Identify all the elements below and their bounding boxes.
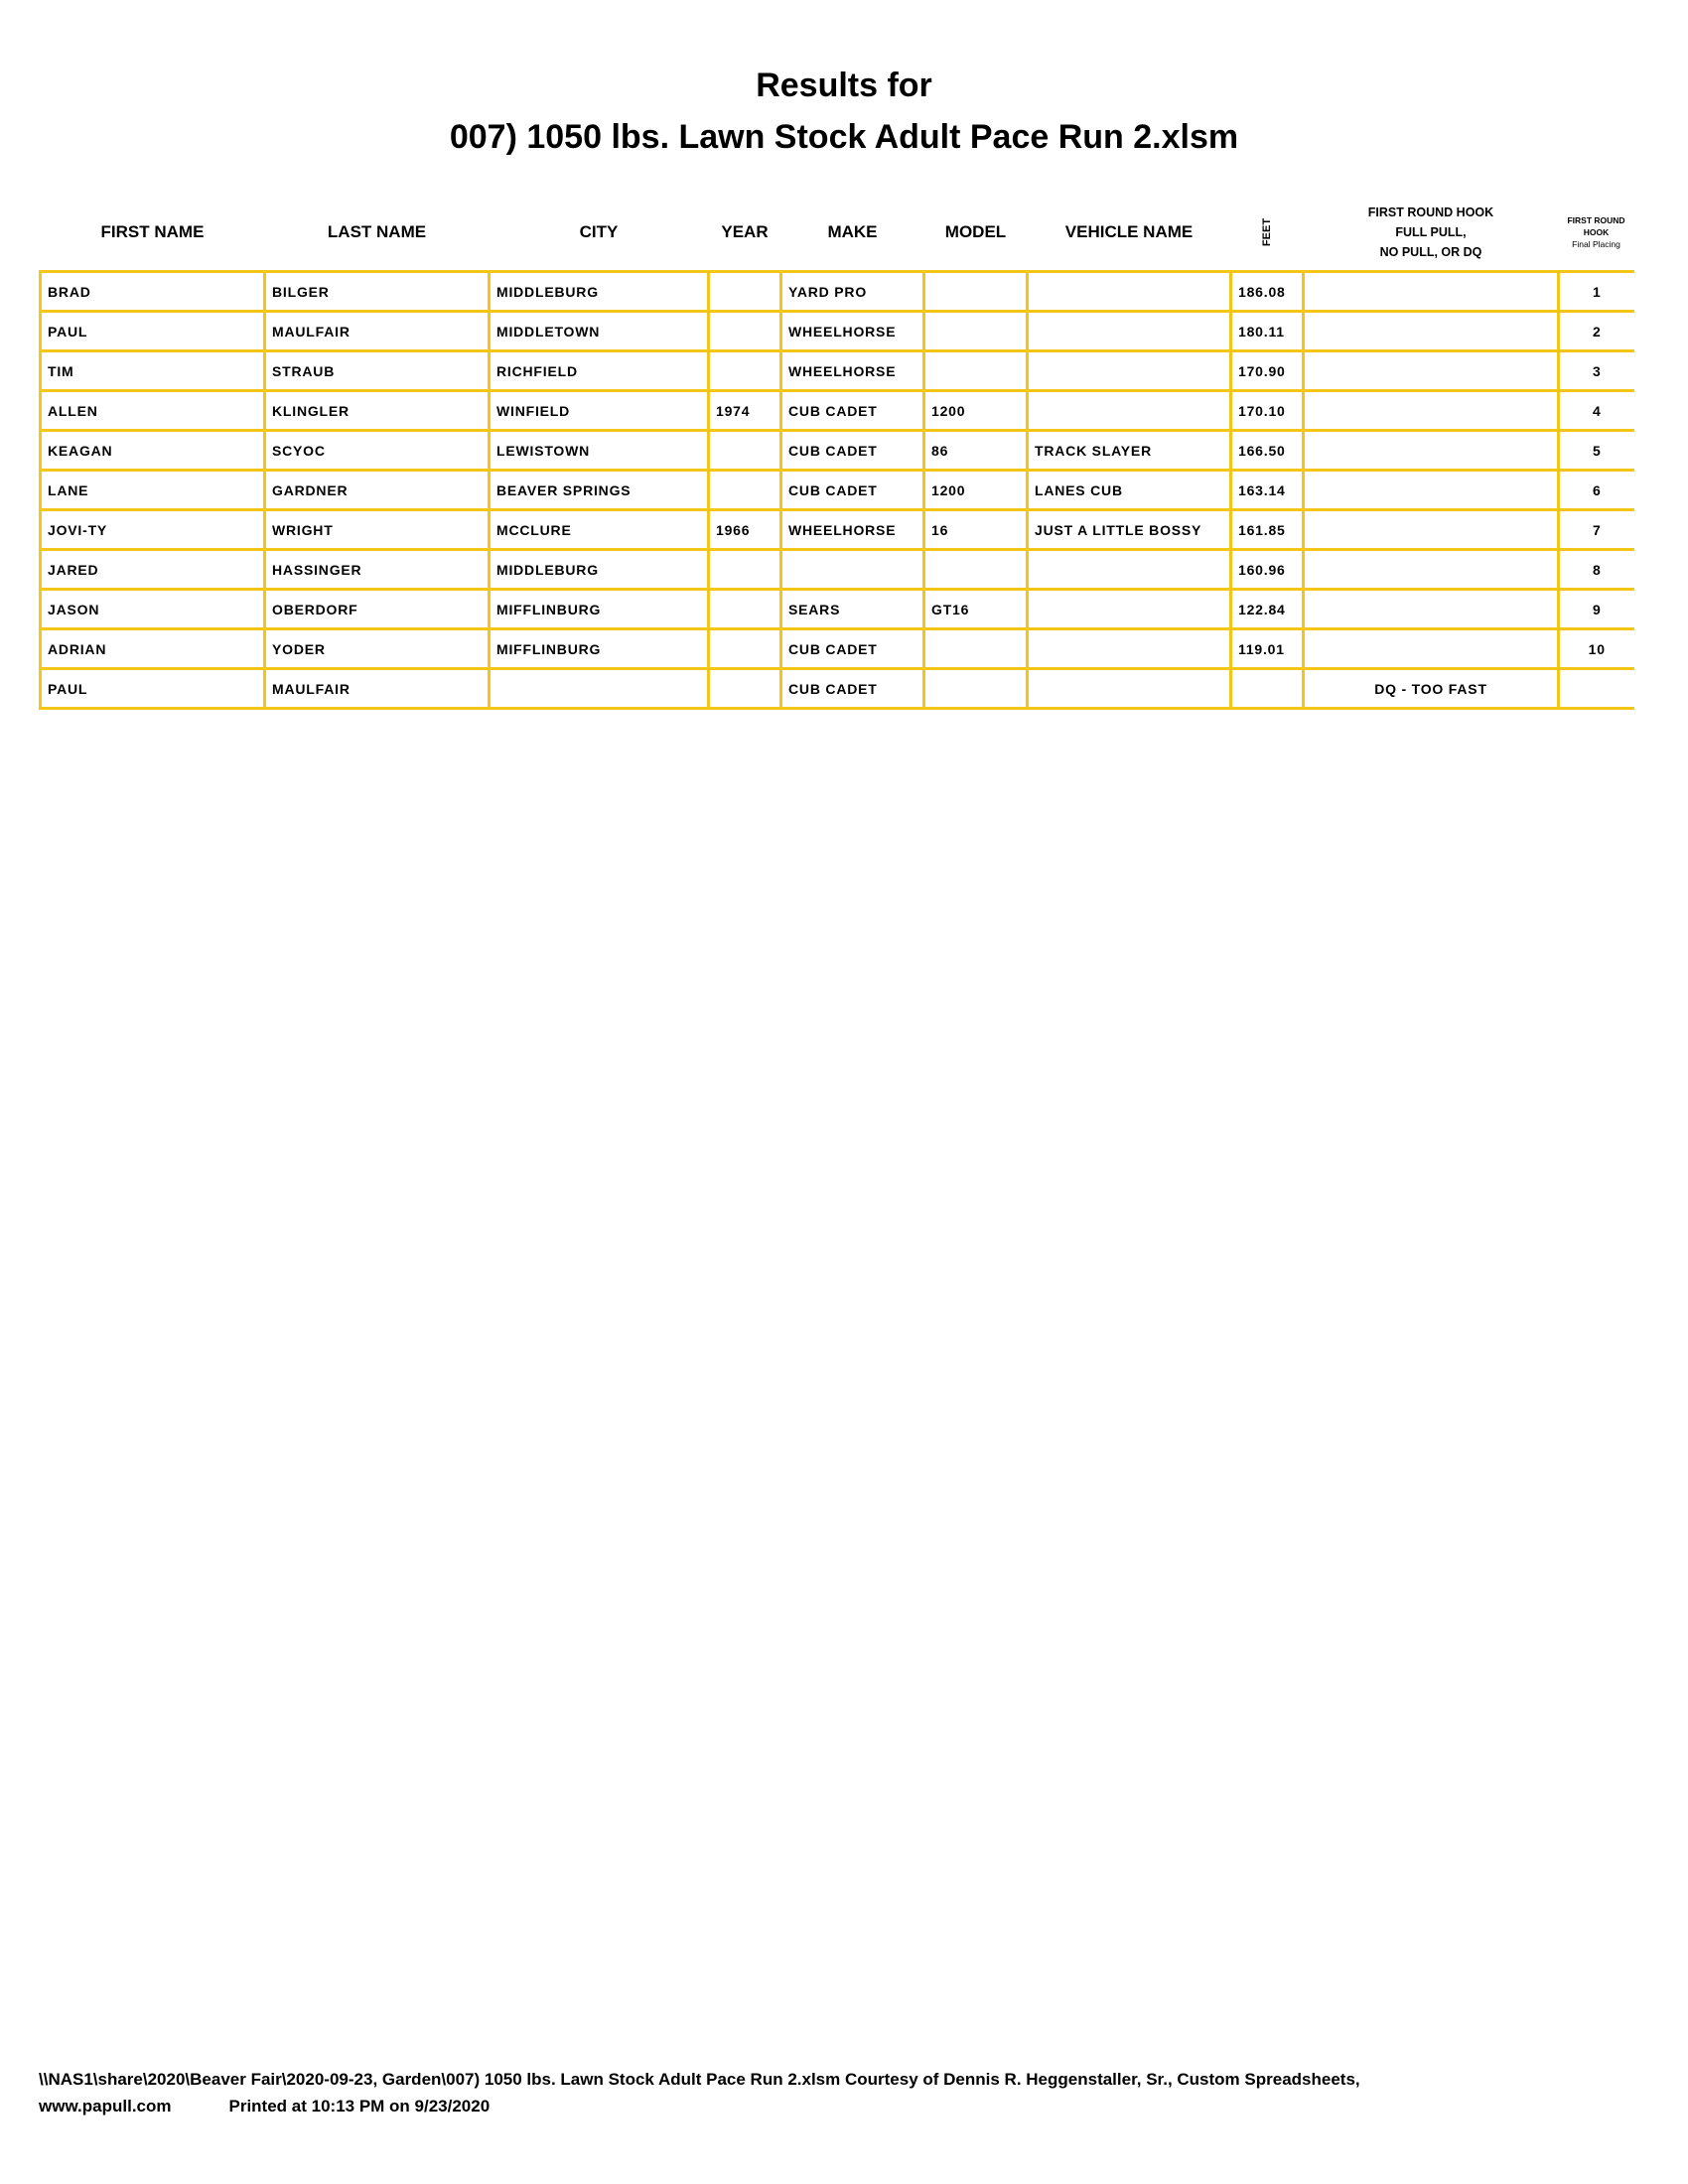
- cell-first-name: PAUL: [41, 669, 265, 709]
- cell-model: [924, 272, 1028, 312]
- cell-vehicle-name: [1028, 312, 1231, 351]
- cell-model: [924, 629, 1028, 669]
- cell-city: BEAVER SPRINGS: [490, 471, 709, 510]
- cell-feet: 186.08: [1231, 272, 1304, 312]
- cell-city: MIDDLEBURG: [490, 272, 709, 312]
- cell-make: WHEELHORSE: [781, 312, 924, 351]
- cell-vehicle-name: [1028, 629, 1231, 669]
- cell-make: YARD PRO: [781, 272, 924, 312]
- cell-city: MIFFLINBURG: [490, 590, 709, 629]
- cell-model: [924, 312, 1028, 351]
- cell-first-name: PAUL: [41, 312, 265, 351]
- cell-hook: [1304, 629, 1559, 669]
- cell-first-name: ALLEN: [41, 391, 265, 431]
- cell-year: [709, 272, 781, 312]
- header-hook-line1: FIRST ROUND HOOK: [1367, 205, 1494, 219]
- header-placing-line2: HOOK: [1583, 227, 1610, 237]
- cell-placing: 1: [1559, 272, 1634, 312]
- header-feet-label: FEET: [1261, 217, 1273, 247]
- cell-vehicle-name: [1028, 669, 1231, 709]
- cell-make: CUB CADET: [781, 629, 924, 669]
- header-model: MODEL: [944, 222, 1007, 241]
- cell-year: [709, 550, 781, 590]
- cell-feet: 163.14: [1231, 471, 1304, 510]
- header-first-name: FIRST NAME: [100, 222, 205, 241]
- results-body: [41, 272, 1634, 709]
- cell-year: [709, 629, 781, 669]
- header-hook-line2: FULL PULL,: [1395, 225, 1467, 239]
- footer-path: \\NAS1\share\2020\Beaver Fair\2020-09-23, Garden\007) 1050 lbs. Lawn Stock Adult Pace Run 2.xlsm Courtesy of Dennis R. Heggenstaller, Sr., Custom Spreadsheets,: [39, 2070, 1360, 2089]
- file-title: 007) 1050 lbs. Lawn Stock Adult Pace Run 2.xlsm: [449, 118, 1239, 156]
- header-row: [41, 195, 1634, 272]
- table-row: [41, 550, 1634, 590]
- cell-make: WHEELHORSE: [781, 510, 924, 550]
- cell-feet: 166.50: [1231, 431, 1304, 471]
- cell-last-name: GARDNER: [265, 471, 490, 510]
- cell-last-name: MAULFAIR: [265, 312, 490, 351]
- cell-city: WINFIELD: [490, 391, 709, 431]
- header-city: CITY: [579, 222, 619, 241]
- cell-placing: 2: [1559, 312, 1634, 351]
- cell-feet: 170.10: [1231, 391, 1304, 431]
- cell-first-name: JARED: [41, 550, 265, 590]
- cell-hook: [1304, 510, 1559, 550]
- cell-year: 1966: [709, 510, 781, 550]
- cell-last-name: HASSINGER: [265, 550, 490, 590]
- cell-make: CUB CADET: [781, 669, 924, 709]
- page-title: Results for: [756, 67, 932, 104]
- cell-placing: [1559, 669, 1634, 709]
- header-year: YEAR: [721, 222, 769, 241]
- cell-vehicle-name: [1028, 351, 1231, 391]
- cell-feet: 160.96: [1231, 550, 1304, 590]
- cell-placing: 8: [1559, 550, 1634, 590]
- cell-city: MIDDLEBURG: [490, 550, 709, 590]
- cell-model: 1200: [924, 471, 1028, 510]
- table-row: [41, 431, 1634, 471]
- cell-placing: 7: [1559, 510, 1634, 550]
- table-row: [41, 629, 1634, 669]
- cell-last-name: SCYOC: [265, 431, 490, 471]
- header-placing-line1: FIRST ROUND: [1567, 215, 1625, 225]
- cell-placing: 9: [1559, 590, 1634, 629]
- cell-last-name: STRAUB: [265, 351, 490, 391]
- cell-hook: [1304, 351, 1559, 391]
- header-hook-line3: NO PULL, OR DQ: [1379, 245, 1482, 259]
- cell-placing: 10: [1559, 629, 1634, 669]
- cell-year: [709, 590, 781, 629]
- cell-vehicle-name: JUST A LITTLE BOSSY: [1028, 510, 1231, 550]
- cell-first-name: LANE: [41, 471, 265, 510]
- cell-model: GT16: [924, 590, 1028, 629]
- cell-year: [709, 431, 781, 471]
- cell-city: MCCLURE: [490, 510, 709, 550]
- table-row: [41, 669, 1634, 709]
- cell-first-name: BRAD: [41, 272, 265, 312]
- cell-first-name: KEAGAN: [41, 431, 265, 471]
- table-row: [41, 312, 1634, 351]
- cell-vehicle-name: [1028, 590, 1231, 629]
- header-last-name: LAST NAME: [327, 222, 427, 241]
- cell-hook: [1304, 431, 1559, 471]
- cell-hook: [1304, 590, 1559, 629]
- footer-info: [39, 2095, 1647, 2118]
- header-placing-line3: Final Placing: [1572, 239, 1620, 249]
- cell-last-name: MAULFAIR: [265, 669, 490, 709]
- cell-city: RICHFIELD: [490, 351, 709, 391]
- header-hook: [1304, 195, 1559, 272]
- table-row: [41, 590, 1634, 629]
- cell-vehicle-name: [1028, 550, 1231, 590]
- cell-vehicle-name: LANES CUB: [1028, 471, 1231, 510]
- cell-vehicle-name: [1028, 391, 1231, 431]
- cell-city: MIFFLINBURG: [490, 629, 709, 669]
- cell-make: WHEELHORSE: [781, 351, 924, 391]
- table-row: [41, 272, 1634, 312]
- cell-feet: 122.84: [1231, 590, 1304, 629]
- cell-first-name: JOVI-TY: [41, 510, 265, 550]
- cell-last-name: WRIGHT: [265, 510, 490, 550]
- cell-hook: [1304, 272, 1559, 312]
- header-vehicle-name: VEHICLE NAME: [1064, 222, 1194, 241]
- cell-make: CUB CADET: [781, 471, 924, 510]
- cell-last-name: YODER: [265, 629, 490, 669]
- cell-vehicle-name: [1028, 272, 1231, 312]
- cell-model: [924, 550, 1028, 590]
- cell-hook: [1304, 312, 1559, 351]
- cell-make: [781, 550, 924, 590]
- cell-make: CUB CADET: [781, 391, 924, 431]
- footer-printed: Printed at 10:13 PM on 9/23/2020: [228, 2097, 491, 2116]
- cell-feet: 170.90: [1231, 351, 1304, 391]
- cell-feet: [1231, 669, 1304, 709]
- cell-hook: [1304, 550, 1559, 590]
- cell-year: [709, 471, 781, 510]
- footer-site: www.papull.com: [39, 2097, 172, 2116]
- cell-placing: 4: [1559, 391, 1634, 431]
- cell-hook: [1304, 391, 1559, 431]
- cell-model: 1200: [924, 391, 1028, 431]
- cell-city: MIDDLETOWN: [490, 312, 709, 351]
- cell-feet: 180.11: [1231, 312, 1304, 351]
- cell-make: CUB CADET: [781, 431, 924, 471]
- cell-placing: 6: [1559, 471, 1634, 510]
- results-table: [39, 195, 1634, 710]
- cell-city: LEWISTOWN: [490, 431, 709, 471]
- cell-city: [490, 669, 709, 709]
- cell-first-name: TIM: [41, 351, 265, 391]
- header-feet: [1231, 195, 1304, 272]
- cell-first-name: JASON: [41, 590, 265, 629]
- cell-year: 1974: [709, 391, 781, 431]
- cell-last-name: BILGER: [265, 272, 490, 312]
- cell-feet: 161.85: [1231, 510, 1304, 550]
- cell-vehicle-name: TRACK SLAYER: [1028, 431, 1231, 471]
- header-make: MAKE: [827, 222, 878, 241]
- cell-feet: 119.01: [1231, 629, 1304, 669]
- cell-placing: 5: [1559, 431, 1634, 471]
- cell-year: [709, 312, 781, 351]
- cell-model: 86: [924, 431, 1028, 471]
- cell-model: [924, 351, 1028, 391]
- table-row: [41, 391, 1634, 431]
- cell-hook: DQ - TOO FAST: [1304, 669, 1559, 709]
- cell-model: 16: [924, 510, 1028, 550]
- header-placing: [1559, 195, 1634, 272]
- cell-make: SEARS: [781, 590, 924, 629]
- cell-first-name: ADRIAN: [41, 629, 265, 669]
- cell-last-name: KLINGLER: [265, 391, 490, 431]
- cell-year: [709, 669, 781, 709]
- table-row: [41, 471, 1634, 510]
- cell-hook: [1304, 471, 1559, 510]
- cell-last-name: OBERDORF: [265, 590, 490, 629]
- cell-model: [924, 669, 1028, 709]
- table-row: [41, 351, 1634, 391]
- table-row: [41, 510, 1634, 550]
- cell-year: [709, 351, 781, 391]
- cell-placing: 3: [1559, 351, 1634, 391]
